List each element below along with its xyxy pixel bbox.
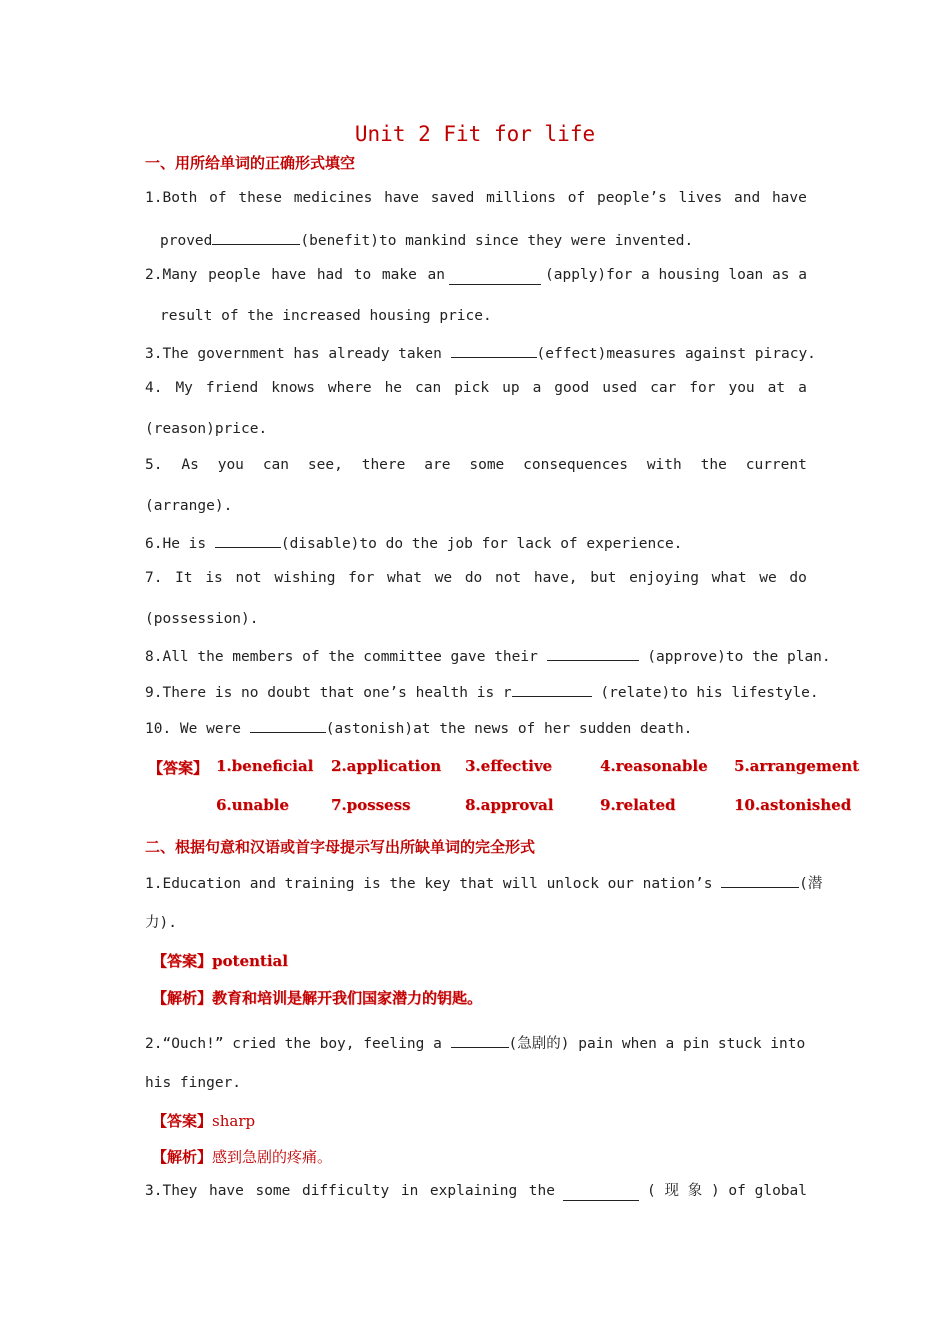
- word: have: [271, 267, 307, 283]
- word: enjoying: [629, 570, 699, 586]
- word: can: [262, 457, 290, 473]
- word: As: [181, 457, 199, 473]
- word: the: [700, 457, 727, 473]
- word: a: [798, 267, 807, 283]
- word: a: [798, 380, 807, 396]
- q8-line: 8.All the members of the committee gave their (approve)to the plan.: [145, 645, 807, 667]
- q2-line2: result of the increased housing price.: [160, 308, 492, 324]
- page-title: Unit 2 Fit for life: [354, 122, 596, 146]
- word: is: [205, 570, 223, 586]
- word: knows: [271, 380, 315, 396]
- s2-q1-answer: 【答案】potential: [152, 952, 288, 970]
- answer-item: 3.effective: [465, 757, 553, 775]
- word: we: [759, 570, 777, 586]
- word: 3.They: [145, 1183, 198, 1199]
- word: millions: [486, 190, 557, 206]
- answer-blank[interactable]: [250, 717, 326, 733]
- word: and: [733, 190, 761, 206]
- word: have: [771, 190, 807, 206]
- answer-item: 7.possess: [331, 796, 411, 814]
- answer-blank[interactable]: [449, 269, 541, 285]
- word: have: [384, 190, 420, 206]
- word: explaining: [429, 1183, 518, 1199]
- word: in: [400, 1183, 419, 1199]
- word: up: [502, 380, 520, 396]
- word: can: [415, 380, 442, 396]
- q10-line: 10. We were (astonish)at the news of her sudden death.: [145, 717, 807, 739]
- word: where: [327, 380, 372, 396]
- q5-line2: (arrange).: [145, 498, 233, 514]
- word: used: [602, 380, 638, 396]
- word: 2.Many: [145, 267, 198, 283]
- answer-item: 8.approval: [465, 796, 554, 814]
- word: make: [381, 267, 417, 283]
- word: difficulty: [301, 1183, 390, 1199]
- word: as: [772, 267, 790, 283]
- answer-item: 9.related: [600, 796, 676, 814]
- word: there: [361, 457, 406, 473]
- word: what: [711, 570, 747, 586]
- word: 4.: [145, 380, 163, 396]
- answer-item: 2.application: [331, 757, 442, 775]
- word: pick: [454, 380, 490, 396]
- word: but: [590, 570, 617, 586]
- word: lives: [678, 190, 723, 206]
- section-1-heading: 一、用所给单词的正确形式填空: [145, 154, 356, 172]
- word: (: [647, 1183, 656, 1199]
- word: we: [434, 570, 453, 586]
- word: My: [175, 380, 193, 396]
- word: saved: [430, 190, 475, 206]
- answer-blank[interactable]: [563, 1185, 639, 1201]
- answer-blank[interactable]: [512, 681, 592, 697]
- word: wishing: [274, 570, 336, 586]
- q6-line: 6.He is (disable)to do the job for lack of experience.: [145, 532, 807, 554]
- answer-label: 【答案】: [148, 759, 209, 777]
- word: see,: [307, 457, 343, 473]
- q1-line2: proved (benefit)to mankind since they were invented.: [160, 229, 807, 251]
- answer-item: 4.reasonable: [600, 757, 708, 775]
- word: a: [641, 267, 650, 283]
- word: not: [494, 570, 522, 586]
- answer-blank[interactable]: [721, 872, 799, 888]
- answer-item: 1.beneficial: [216, 757, 314, 775]
- word: 现: [664, 1183, 679, 1199]
- word: with: [646, 457, 682, 473]
- q3-line: 3.The government has already taken (effect)measures against piracy.: [145, 342, 807, 364]
- word: 5.: [145, 457, 163, 473]
- answer-row-1: [0, 757, 950, 777]
- q7-line2: (possession).: [145, 611, 259, 627]
- word: some: [255, 1183, 291, 1199]
- s2-q1-line1: 1.Education and training is the key that will unlock our nation’s (潜: [145, 872, 807, 894]
- word: car: [650, 380, 677, 396]
- word: for: [689, 380, 716, 396]
- s2-q3-line1: [145, 1181, 807, 1201]
- word: people: [208, 267, 261, 283]
- word: not: [235, 570, 262, 586]
- word: 7.: [145, 570, 163, 586]
- word: have,: [533, 570, 578, 586]
- s2-q2-answer: 【答案】sharp: [152, 1112, 256, 1130]
- s2-q2-analysis: 【解析】感到急剧的疼痛。: [152, 1148, 333, 1166]
- word: an: [427, 267, 445, 283]
- word: people’s: [596, 190, 667, 206]
- q7-line1: [145, 568, 807, 588]
- answer-blank[interactable]: [212, 229, 300, 245]
- answer-blank[interactable]: [451, 1032, 509, 1048]
- word: are: [424, 457, 451, 473]
- word: some: [469, 457, 505, 473]
- word: these: [238, 190, 283, 206]
- answer-item: 10.astonished: [734, 796, 852, 814]
- word: a: [532, 380, 542, 396]
- word: the: [528, 1183, 555, 1199]
- answer-item: 6.unable: [216, 796, 289, 814]
- word: to: [353, 267, 372, 283]
- s2-q2-line1: 2.“Ouch!” cried the boy, feeling a (急剧的) pain when a pin stuck into: [145, 1032, 807, 1054]
- word: you: [217, 457, 244, 473]
- word: do: [789, 570, 807, 586]
- word: (apply)for: [545, 267, 633, 283]
- q4-line2: (reason)price.: [145, 421, 268, 437]
- word: of: [728, 1183, 746, 1199]
- answer-blank[interactable]: [215, 532, 281, 548]
- section-2-heading: 二、根据句意和汉语或首字母提示写出所缺单词的完全形式: [145, 838, 536, 856]
- word: loan: [728, 267, 764, 283]
- word: friend: [205, 380, 259, 396]
- answer-item: 5.arrangement: [734, 757, 860, 775]
- word: It: [175, 570, 193, 586]
- word: do: [464, 570, 483, 586]
- answer-row-2: [0, 796, 950, 816]
- word: of: [567, 190, 586, 206]
- word: had: [316, 267, 344, 283]
- word: good: [554, 380, 590, 396]
- word: he: [384, 380, 403, 396]
- word: housing: [658, 267, 720, 283]
- word: ): [710, 1183, 720, 1199]
- word: consequences: [523, 457, 628, 473]
- word: 象: [687, 1183, 703, 1199]
- word: of: [209, 190, 227, 206]
- word: current: [745, 457, 807, 473]
- answer-blank[interactable]: [547, 645, 639, 661]
- word: you: [728, 380, 755, 396]
- s2-q1-line2: 力).: [145, 915, 177, 931]
- s2-q2-line2: his finger.: [145, 1075, 242, 1091]
- q4-line1: [145, 378, 807, 398]
- s2-q1-analysis: 【解析】教育和培训是解开我们国家潜力的钥匙。: [152, 989, 483, 1007]
- word: at: [767, 380, 786, 396]
- word: for: [348, 570, 375, 586]
- word: 1.Both: [145, 190, 198, 206]
- word: global: [754, 1183, 807, 1199]
- q2-line1: [145, 265, 807, 285]
- word: have: [208, 1183, 244, 1199]
- q5-line1: [145, 455, 807, 475]
- answer-blank[interactable]: [451, 342, 537, 358]
- word: what: [387, 570, 422, 586]
- q9-line: 9.There is no doubt that one’s health is r (relate)to his lifestyle.: [145, 681, 807, 703]
- word: medicines: [293, 190, 373, 206]
- q1-line1: [145, 188, 807, 208]
